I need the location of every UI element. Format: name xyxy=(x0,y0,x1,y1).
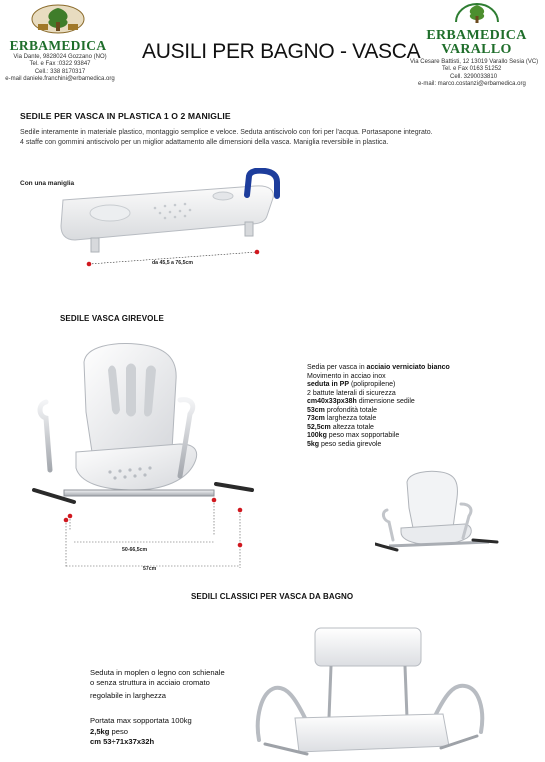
section-heading: SEDILI CLASSICI PER VASCA DA BAGNO xyxy=(191,592,354,601)
right-contact-line: Via Cesare Battisti, 12 13019 Varallo Sesia (VC) xyxy=(410,59,539,65)
dimension-label: da 45,5 a 76,5cm xyxy=(152,260,193,266)
spec-line: 53cm profondità totale xyxy=(307,406,378,414)
dimension-label-outer: 57cm xyxy=(143,566,157,572)
page-title: AUSILI PER BAGNO - VASCA xyxy=(142,40,421,63)
swivel-seat-photo xyxy=(375,468,500,558)
right-contact xyxy=(410,59,538,89)
left-contact-line: Tel. e Fax :0322 93847 xyxy=(29,61,91,68)
right-contact-line: Cell. 3290033810 xyxy=(450,73,498,80)
left-logo-text: ERBAMEDICA xyxy=(9,38,107,53)
left-contact-line: e-mail daniele.franchini@erbamedica.org xyxy=(5,76,115,83)
section-heading: SEDILE PER VASCA IN PLASTICA 1 O 2 MANIGLIE xyxy=(20,111,231,121)
spec-line: 5kg peso sedia girevole xyxy=(307,440,382,448)
desc-line: o senza struttura in acciaio cromato xyxy=(90,678,210,687)
dimension-label-inner: 50-66,5cm xyxy=(122,547,148,553)
intro-line: 4 staffe con gommini antiscivolo per un miglior adattamento alle dimensioni della vasca. Maniglia reversibile in plastica. xyxy=(20,139,389,146)
right-logo xyxy=(424,2,529,57)
classic-seat-illustration xyxy=(255,622,485,762)
right-contact-line: Tel. e Fax 0163 51252 xyxy=(442,66,502,73)
spec-line: Movimento in acciao inox xyxy=(307,372,386,380)
spec-line: seduta in PP (polipropilene) xyxy=(307,381,396,388)
spec-list xyxy=(307,364,450,449)
right-logo-bottom: VARALLO xyxy=(441,42,512,57)
swivel-seat-illustration xyxy=(30,340,260,570)
intro-line: Sedile interamente in materiale plastico, montaggio semplice e veloce. Seduta antiscivolo con fori per l'acqua. Portasapone integrato. xyxy=(20,129,433,136)
spec-line: 2 battute laterali di sicurezza xyxy=(307,389,396,397)
spec-weight: 2,5kg xyxy=(90,726,110,736)
spec-line: 52,5cm altezza totale xyxy=(307,423,374,431)
product-caption: Con una maniglia xyxy=(20,180,75,187)
right-contact-line: e-mail: marco.costanzi@erbamedica.org xyxy=(418,81,526,88)
spec-line: cm 53÷71x37x32h xyxy=(90,737,155,746)
right-logo-top: ERBAMEDICA xyxy=(426,28,527,43)
spec-line: 73cm larghezza totale xyxy=(307,415,377,422)
desc-line: Seduta in moplen o legno con schienale xyxy=(90,668,225,677)
desc-line: regolabile in larghezza xyxy=(90,691,166,700)
classic-seat-description xyxy=(90,668,225,701)
spec-weight-label: peso xyxy=(111,726,129,736)
section-heading: SEDILE VASCA GIREVOLE xyxy=(60,314,164,323)
left-contact-line: Via Dante, 9828024 Gozzano (NO) xyxy=(13,54,107,60)
left-contact xyxy=(0,54,120,84)
spec-line: Portata max sopportata 100kg xyxy=(90,716,192,725)
left-logo xyxy=(8,4,108,53)
classic-seat-specs xyxy=(90,716,192,748)
left-contact-line: Cell.: 338 8170317 xyxy=(34,68,86,75)
spec-line: cm40x33px38h dimensione sedile xyxy=(307,398,415,405)
tree-emblem-icon xyxy=(28,4,88,34)
spec-line xyxy=(90,727,192,738)
section-intro xyxy=(20,128,500,148)
spec-line: Sedia per vasca in acciaio verniciato bianco xyxy=(307,364,450,371)
tree-emblem-icon xyxy=(452,2,502,24)
spec-line: 100kg peso max sopportabile xyxy=(307,432,400,439)
